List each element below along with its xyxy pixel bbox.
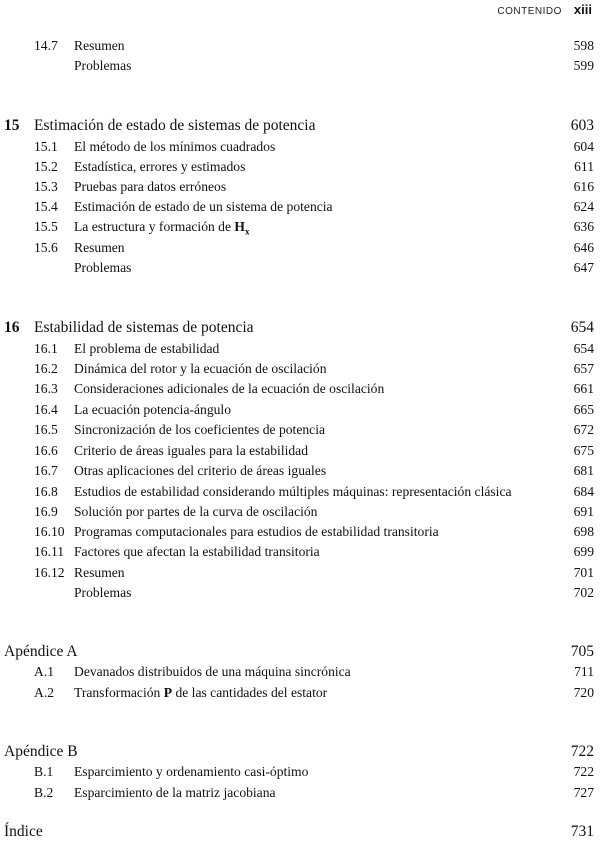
entry-page: 722 [570,743,594,760]
entry-title-text: Estimación de estado de sistemas de potencia [34,117,316,134]
toc-entry [0,543,600,561]
entry-page: 654 [573,341,594,356]
entry-title-text: Apéndice A [4,643,78,660]
entry-title-text: Resumen [74,565,125,580]
entry-title [74,763,308,781]
entry-title-text: Consideraciones adicionales de la ecuación de oscilación [74,381,385,396]
entry-title-text: Otras aplicaciones del criterio de áreas iguales [74,463,327,478]
toc-entry [0,158,600,176]
entry-title-text: Pruebas para datos erróneos [74,179,227,194]
entry-title [74,239,125,257]
entry-title [34,117,316,135]
entry-page: 603 [570,117,594,134]
entry-page: 604 [573,139,594,154]
entry-page: 611 [574,159,594,174]
toc-entry [0,178,600,196]
entry-page: 661 [573,381,594,396]
entry-title [74,198,333,216]
entry-page: 657 [573,361,594,376]
entry-number: 15.4 [34,199,58,214]
entry-page: 624 [573,199,594,214]
entry-title-text: El problema de estabilidad [74,341,220,356]
entry-title [74,218,250,241]
entry-title [4,743,78,761]
entry-page: 699 [573,544,594,559]
toc-entry [0,401,600,419]
entry-title [74,663,351,681]
toc-entry [0,462,600,480]
entry-page: 701 [573,565,594,580]
page-header [497,2,592,17]
entry-title-text: Resumen [74,38,125,53]
toc-entry [0,37,600,55]
entry-number: 15.6 [34,240,58,255]
entry-title-text: El método de los mínimos cuadrados [74,139,276,154]
entry-page: 691 [573,504,594,519]
entry-title [4,643,78,661]
entry-title [74,138,275,156]
entry-title [74,543,320,561]
entry-number: 16.4 [34,402,58,417]
entry-number: 15.2 [34,159,58,174]
entry-title-text: La ecuación potencia-ángulo [74,402,232,417]
entry-title-text: Dinámica del rotor y la ecuación de oscilación [74,361,327,376]
toc-entry [0,503,600,521]
entry-number: 16.9 [34,504,58,519]
entry-title [74,360,327,378]
entry-page: 702 [573,585,594,600]
entry-title [74,784,276,802]
entry-title-text: Índice [4,823,43,840]
entry-title-subscript: x [245,226,250,237]
entry-page: 675 [573,443,594,458]
toc-entry [0,663,600,681]
toc-entry [0,259,600,277]
toc-entry [0,421,600,439]
entry-title [74,421,325,439]
entry-page: 727 [573,785,594,800]
entry-title-text: Sincronización de los coeficientes de potencia [74,422,326,437]
entry-title-text: Esparcimiento de la matriz jacobiana [74,785,276,800]
entry-page: 665 [573,402,594,417]
entry-page: 672 [573,422,594,437]
entry-number: 16.8 [34,484,58,499]
entry-page: 711 [574,664,594,679]
toc-entry [0,442,600,460]
toc-entry [0,218,600,236]
entry-title [74,684,327,702]
entry-number: A.2 [34,685,55,700]
entry-number: 14.7 [34,38,58,53]
toc-appendix [0,643,600,661]
entry-title-text: Problemas [74,260,132,275]
entry-page: 646 [573,240,594,255]
entry-title [74,462,326,480]
entry-number: B.1 [34,764,54,779]
entry-page: 599 [573,58,594,73]
entry-number: 15 [4,117,20,134]
page-number: xiii [573,2,592,17]
toc-entry [0,483,600,501]
entry-title-text: Esparcimiento y ordenamiento casi-óptimo [74,764,309,779]
entry-title [74,158,245,176]
entry-title-text: Criterio de áreas iguales para la estabilidad [74,443,309,458]
entry-number: 16.5 [34,422,58,437]
toc-entry [0,138,600,156]
entry-page: 705 [570,643,594,660]
entry-title-text: Resumen [74,240,125,255]
entry-title-text: Factores que afectan la estabilidad transitoria [74,544,320,559]
toc-entry [0,198,600,216]
entry-title [74,483,512,501]
entry-title [34,319,254,337]
entry-title-text: La estructura y formación de H [74,219,245,234]
entry-page: 598 [573,38,594,53]
entry-title-text: Programas computacionales para estudios de estabilidad transitoria [74,524,439,539]
running-head: CONTENIDO [497,6,562,17]
entry-title-text: Estadística, errores y estimados [74,159,246,174]
entry-page: 616 [573,179,594,194]
entry-title-text: Apéndice B [4,743,78,760]
entry-number: 16.11 [34,544,65,559]
toc-appendix [0,743,600,761]
entry-page: 722 [573,764,594,779]
entry-title-text: Problemas [74,585,132,600]
entry-number: A.1 [34,664,55,679]
toc-entry [0,564,600,582]
entry-number: B.2 [34,785,54,800]
entry-number: 16.12 [34,565,65,580]
entry-title [74,523,439,541]
toc-entry [0,340,600,358]
toc-entry [0,784,600,802]
entry-page: 684 [573,484,594,499]
toc-chapter [0,319,600,337]
toc-chapter [0,117,600,135]
entry-number: 16.10 [34,524,65,539]
entry-number: 15.3 [34,179,58,194]
entry-title [74,57,131,75]
entry-page: 720 [573,685,594,700]
entry-number: 16.7 [34,463,58,478]
entry-title [74,340,219,358]
toc-entry [0,57,600,75]
entry-title [74,503,317,521]
entry-page: 636 [573,219,594,234]
entry-title [74,584,131,602]
toc-entry [0,380,600,398]
entry-title [74,442,308,460]
toc-entry [0,684,600,702]
toc-entry [0,763,600,781]
entry-title-text: Problemas [74,58,132,73]
toc-entry [0,360,600,378]
toc-appendix [0,823,600,841]
entry-title [74,178,226,196]
entry-number: 16.1 [34,341,58,356]
entry-title [74,401,231,419]
entry-title-text: Solución por partes de la curva de oscilación [74,504,318,519]
entry-number: 16.3 [34,381,58,396]
entry-title [74,259,131,277]
entry-title [74,380,384,398]
entry-number: 16.6 [34,443,58,458]
entry-title [74,564,125,582]
entry-number: 15.5 [34,219,58,234]
entry-title-text: Estimación de estado de un sistema de potencia [74,199,333,214]
entry-number: 16.2 [34,361,58,376]
entry-title-text: Transformación P de las cantidades del estator [74,685,328,700]
entry-title [4,823,43,841]
entry-title-text: Estudios de estabilidad considerando múltiples máquinas: representación clásica [74,484,512,499]
entry-page: 731 [570,823,594,840]
entry-page: 681 [573,463,594,478]
entry-number: 16 [4,319,20,336]
entry-title-text: Devanados distribuidos de una máquina sincrónica [74,664,351,679]
toc-entry [0,523,600,541]
entry-title-text: Estabilidad de sistemas de potencia [34,319,254,336]
entry-number: 15.1 [34,139,58,154]
toc-entry [0,584,600,602]
entry-title [74,37,125,55]
entry-page: 647 [573,260,594,275]
entry-page: 654 [570,319,594,336]
toc-entry [0,239,600,257]
entry-page: 698 [573,524,594,539]
